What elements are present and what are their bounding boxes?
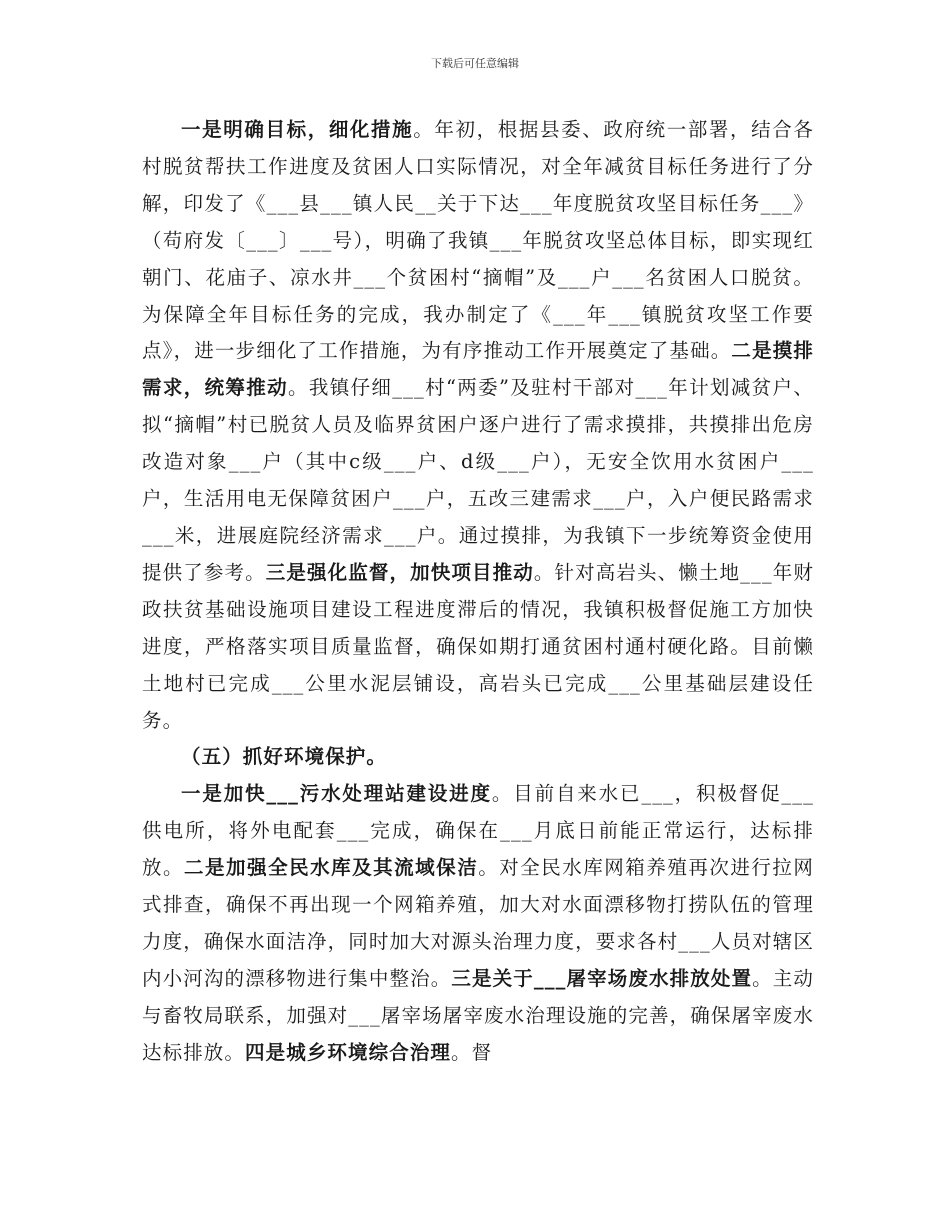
heading-5 — [142, 739, 814, 776]
text-run: 。主动与畜牧局联系，加强对___屠宰场屠宰废水治理设施的完善，确保屠宰废水达标排放。 — [142, 966, 814, 1064]
bold-run: 一是明确目标，细化措施 — [181, 118, 414, 141]
bold-run: 二是摸排需求，统筹推动 — [142, 339, 814, 400]
page-header: 下载后可任意编辑 — [431, 57, 519, 70]
bold-run: 三是强化监督，加快项目推动 — [265, 560, 534, 584]
bold-run: 四是城乡环境综合治理 — [245, 1040, 452, 1064]
bold-run: 二是加强全民水库及其流域保洁 — [184, 856, 479, 880]
document-body — [142, 112, 814, 1072]
text-run: 。目前自来水已___，积极督促___供电所，将外电配套___完成，确保在___月底日前能正常运行，达标排放。 — [142, 782, 814, 880]
para-2 — [142, 776, 814, 1071]
para-1 — [142, 112, 814, 739]
bold-run: 一是加快___污水处理站建设进度 — [181, 782, 492, 806]
text-run: 。我镇仔细___村“两委”及驻村干部对___年计划减贫户、拟“摘帽”村已脱贫人员及临界贫困户逐户进行了需求摸排，共摸排出危房改造对象___户（其中c级___户、d级___户），无安全饮用水贫困户___户，生活用电无保障贫困户___户，五改三建需求___户，入户便民路需求___米，进展庭院经济需求___户。通过摸排，为我镇下一步统筹资金使用提供了参考。 — [142, 376, 814, 584]
text-run: 。年初，根据县委、政府统一部署，结合各村脱贫帮扶工作进度及贫困人口实际情况，对全年减贫目标任务进行了分解，印发了《___县___镇人民__关于下达___年度脱贫攻坚目标任务___》（苟府发〔___〕___号），明确了我镇___年脱贫攻坚总体目标，即实现红朝门、花庙子、凉水井___个贫困村“摘帽”及___户___名贫困人口脱贫。为保障全年目标任务的完成，我办制定了《___年___镇脱贫攻坚工作要点》，进一步细化了工作措施，为有序推动工作开展奠定了基础。 — [142, 118, 814, 363]
text-run: 。对全民水库网箱养殖再次进行拉网式排查，确保不再出现一个网箱养殖，加大对水面漂移物打捞队伍的管理力度，确保水面洁净，同时加大对源头治理力度，要求各村___人员对辖区内小河沟的漂移物进行集中整治。 — [142, 856, 815, 990]
bold-run: （五）抓好环境保护。 — [181, 745, 388, 769]
bold-run: 三是关于___屠宰场废水排放处置 — [451, 966, 753, 990]
text-run: 。针对高岩头、懒土地___年财政扶贫基础设施项目建设工程进度滞后的情况，我镇积极督促施工方加快进度，严格落实项目质量监督，确保如期打通贫困村通村硬化路。目前懒土地村已完成___公里水泥层铺设，高岩头已完成___公里基础层建设任务。 — [142, 560, 814, 732]
text-run: 。督 — [451, 1040, 493, 1064]
